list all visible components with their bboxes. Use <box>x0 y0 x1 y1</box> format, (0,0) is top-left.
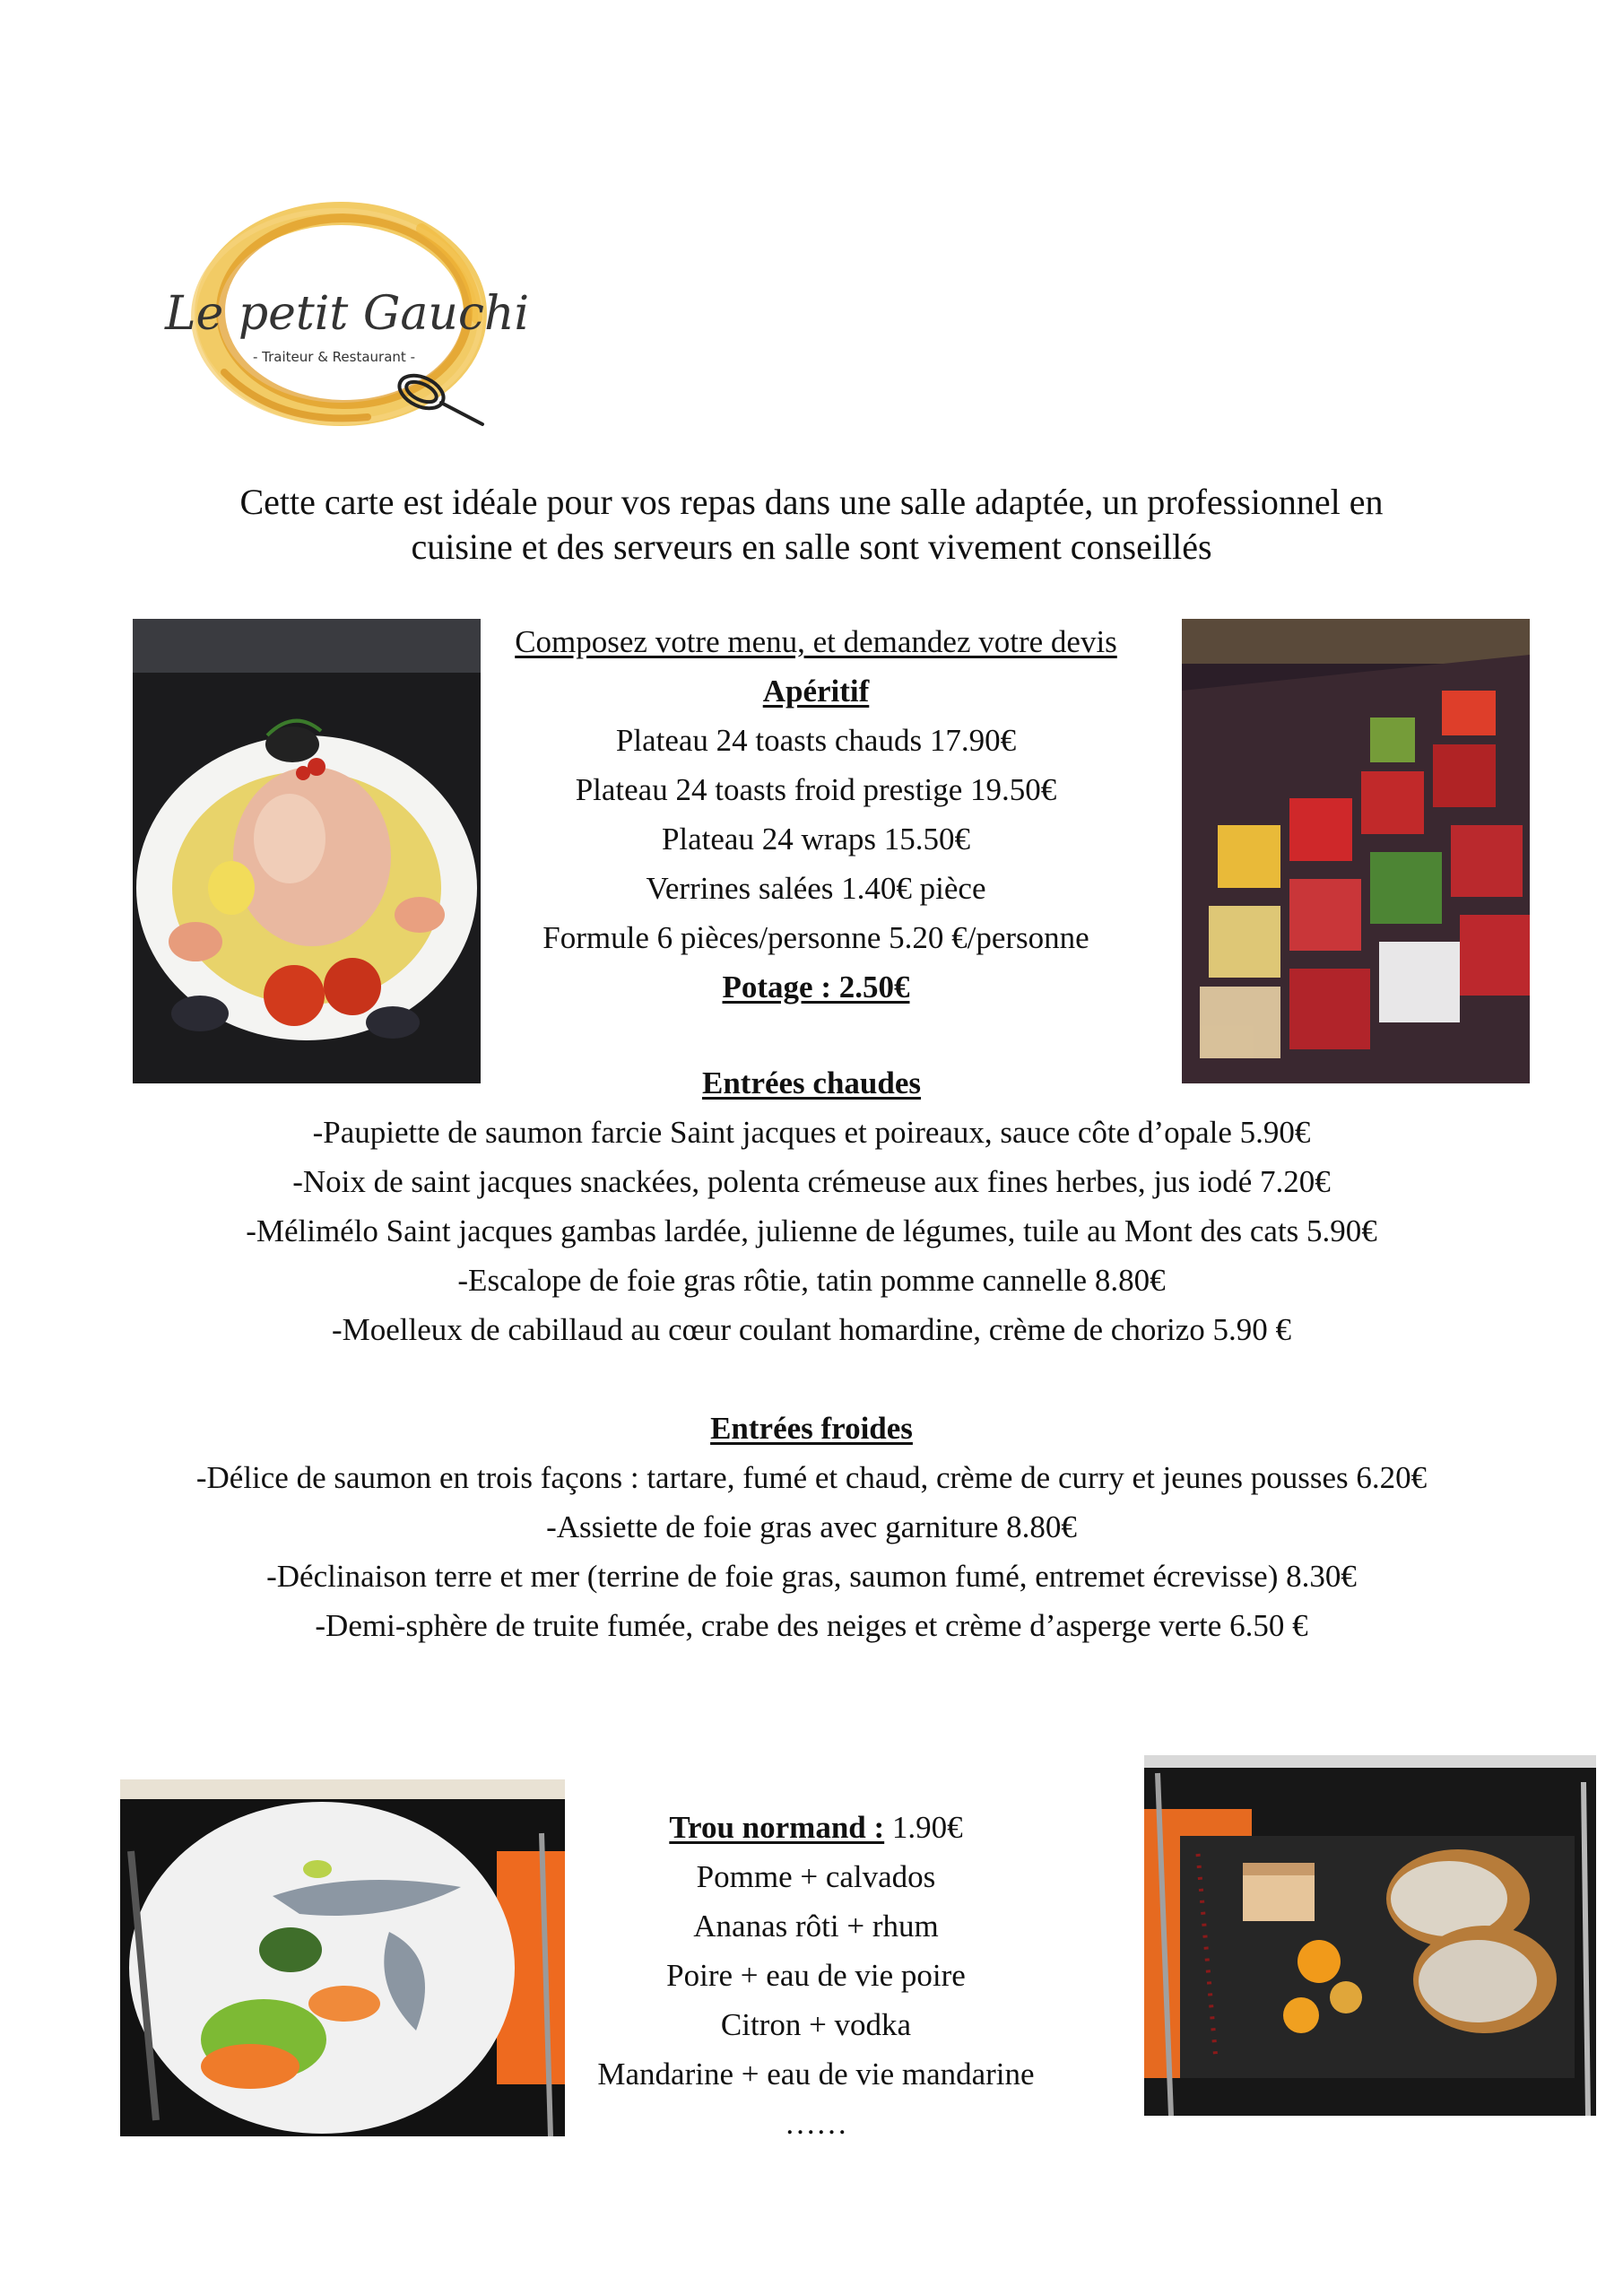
entree-chaude-item: -Noix de saint jacques snackées, polenta crémeuse aux fines herbes, jus iodé 7.20€ <box>292 1164 1331 1199</box>
intro-text <box>126 480 1497 570</box>
intro-line-2: cuisine et des serveurs en salle sont vivement conseillés <box>411 526 1212 567</box>
trou-normand-item: Poire + eau de vie poire <box>666 1958 966 1993</box>
entree-froide-item: -Délice de saumon en trois façons : tartare, fumé et chaud, crème de curry et jeunes pousses 6.20€ <box>195 1460 1428 1495</box>
intro-line-1: Cette carte est idéale pour vos repas dans une salle adaptée, un professionnel en <box>239 482 1384 522</box>
menu-heading: Composez votre menu, et demandez votre devis <box>515 624 1117 659</box>
entrees-froides-section <box>108 1404 1515 1650</box>
trou-normand-ellipsis: …… <box>785 2106 847 2141</box>
entrees-chaudes-section <box>108 1058 1515 1354</box>
trou-normand-item: Ananas rôti + rhum <box>693 1909 939 1944</box>
logo-tagline: - Traiteur & Restaurant - <box>253 349 415 365</box>
entree-froide-item: -Déclinaison terre et mer (terrine de foie gras, saumon fumé, entremet écrevisse) 8.30€ <box>266 1559 1357 1594</box>
aperitif-section <box>448 617 1184 1012</box>
fish-plate-photo <box>120 1779 565 2136</box>
restaurant-logo <box>152 193 529 435</box>
aperitif-title: Apéritif <box>762 674 870 709</box>
trou-normand-item: Pomme + calvados <box>696 1859 936 1894</box>
entree-chaude-item: -Paupiette de saumon farcie Saint jacques et poireaux, sauce côte d’opale 5.90€ <box>312 1115 1311 1150</box>
trou-normand-header <box>520 1803 1112 1852</box>
aperitif-item: Formule 6 pièces/personne 5.20 €/personne <box>542 920 1089 955</box>
trou-normand-title: Trou normand : <box>669 1810 885 1845</box>
entree-chaude-item: -Mélimélo Saint jacques gambas lardée, julienne de légumes, tuile au Mont des cats 5.90€ <box>246 1213 1377 1248</box>
salmon-paupiette-photo <box>133 619 481 1083</box>
logo-script: Le petit Gauchin <box>165 287 529 341</box>
potage-title: Potage : 2.50€ <box>722 970 910 1004</box>
trou-normand-price: 1.90€ <box>884 1810 963 1845</box>
entree-froide-item: -Assiette de foie gras avec garniture 8.80€ <box>546 1509 1077 1544</box>
aperitif-item: Plateau 24 wraps 15.50€ <box>661 822 971 857</box>
aperitif-item: Plateau 24 toasts froid prestige 19.50€ <box>575 772 1057 807</box>
entree-chaude-item: -Escalope de foie gras rôtie, tatin pomme cannelle 8.80€ <box>457 1263 1166 1298</box>
entrees-chaudes-title: Entrées chaudes <box>701 1065 922 1100</box>
aperitif-item: Verrines salées 1.40€ pièce <box>646 871 986 906</box>
verrines-platter-photo <box>1182 619 1530 1083</box>
trou-normand-section <box>520 1803 1112 2148</box>
foie-gras-slate-photo <box>1144 1755 1596 2116</box>
entree-froide-item: -Demi-sphère de truite fumée, crabe des neiges et crème d’asperge verte 6.50 € <box>315 1608 1308 1643</box>
aperitif-item: Plateau 24 toasts chauds 17.90€ <box>615 723 1017 758</box>
trou-normand-item: Mandarine + eau de vie mandarine <box>597 2057 1035 2092</box>
trou-normand-item: Citron + vodka <box>720 2007 912 2042</box>
entrees-froides-title: Entrées froides <box>710 1411 913 1446</box>
entree-chaude-item: -Moelleux de cabillaud au cœur coulant homardine, crème de chorizo 5.90 € <box>331 1312 1291 1347</box>
